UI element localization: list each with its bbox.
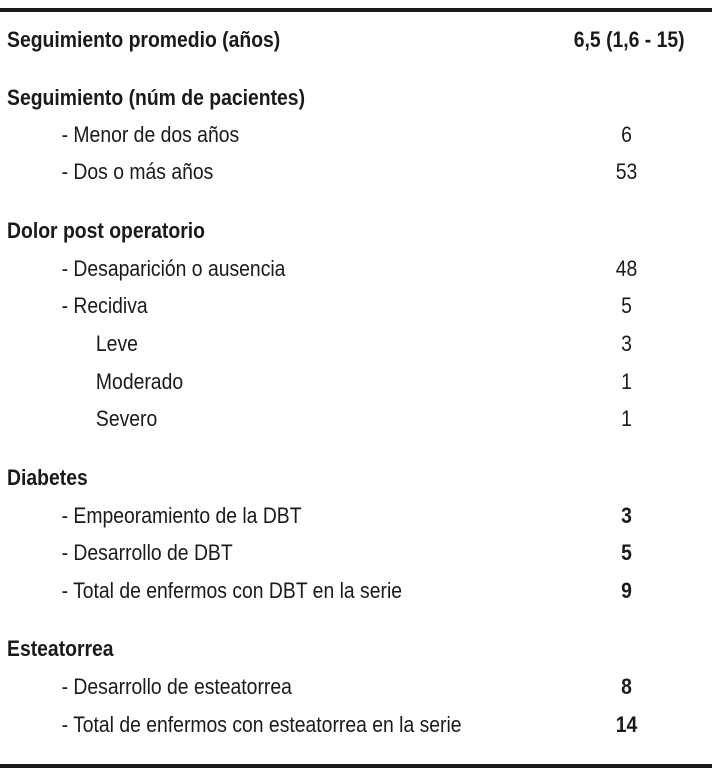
row-value: 3 <box>621 503 632 528</box>
row-label: Leve <box>95 331 138 356</box>
row-value: 14 <box>615 712 638 737</box>
row-value: 1 <box>621 369 632 394</box>
table-row <box>0 710 638 740</box>
row-label: - Empeoramiento de la DBT <box>61 503 302 528</box>
row-label: - Total de enfermos con esteatorrea en la serie <box>61 712 462 737</box>
section-heading: Diabetes <box>7 465 88 490</box>
section-heading: Esteatorrea <box>7 636 114 661</box>
table-row <box>0 329 632 359</box>
row-value: 9 <box>621 578 632 603</box>
table-row <box>0 501 632 531</box>
row-label: Moderado <box>95 369 184 394</box>
row-label: - Menor de dos años <box>61 122 240 147</box>
row-label: - Desaparición o ausencia <box>61 256 286 281</box>
row-value: 6 <box>621 122 632 147</box>
row-label: - Dos o más años <box>61 159 214 184</box>
followup-mean-label: Seguimiento promedio (años) <box>7 27 281 52</box>
row-label: - Total de enfermos con DBT en la serie <box>61 578 403 603</box>
row-value: 48 <box>615 256 638 281</box>
diabetes-heading <box>0 463 627 493</box>
table-bottom-rule <box>0 764 712 768</box>
followup-mean-row <box>0 25 685 55</box>
table-row <box>0 120 632 150</box>
pain-heading <box>0 216 627 246</box>
row-value: 5 <box>621 540 632 565</box>
row-value: 3 <box>621 331 632 356</box>
table-row <box>0 254 638 284</box>
row-label: Severo <box>95 406 158 431</box>
section-heading: Seguimiento (núm de pacientes) <box>7 85 306 110</box>
row-label: - Desarrollo de esteatorrea <box>61 674 292 699</box>
table-row <box>0 538 632 568</box>
table-row <box>0 672 632 702</box>
table-row <box>0 157 638 187</box>
followup-mean-value: 6,5 (1,6 - 15) <box>573 27 685 52</box>
section-heading: Dolor post operatorio <box>7 218 205 243</box>
row-label: - Recidiva <box>61 293 148 318</box>
row-value: 1 <box>621 406 632 431</box>
table-row <box>0 367 632 397</box>
row-value: 53 <box>615 159 638 184</box>
table-top-rule <box>0 8 712 12</box>
table-row <box>0 291 632 321</box>
steatorrhea-heading <box>0 634 627 664</box>
row-label: - Desarrollo de DBT <box>61 540 233 565</box>
row-value: 5 <box>621 293 632 318</box>
followup-patients-heading <box>0 83 627 113</box>
row-value: 8 <box>621 674 632 699</box>
table-row <box>0 576 632 606</box>
table-row <box>0 404 632 434</box>
